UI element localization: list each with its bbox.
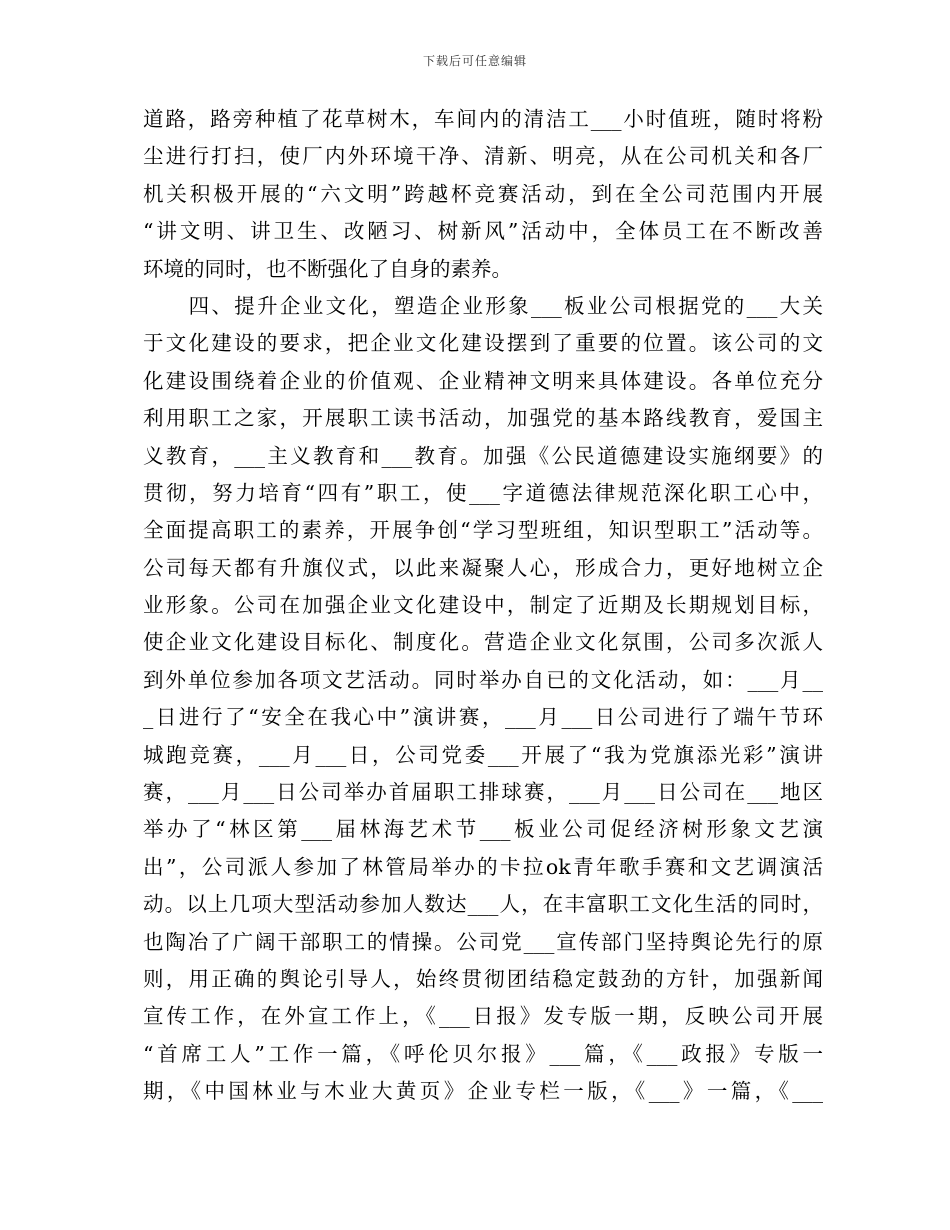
document-body: [143, 101, 823, 1111]
text-line: 四、提升企业文化，塑造企业形象___板业公司根据党的___大关: [143, 293, 823, 318]
text-line: 动。以上几项大型活动参加人数达___人，在丰富职工文化生活的同时，: [143, 892, 823, 917]
text-line: 公司每天都有升旗仪式，以此来凝聚人心，形成合力，更好地树立企: [143, 555, 823, 580]
text-line: 则，用正确的舆论引导人，始终贯彻团结稳定鼓劲的方针，加强新闻: [143, 966, 823, 991]
text-line: 环境的同时，也不断强化了自身的素养。: [143, 256, 512, 281]
text-line: 机关积极开展的“六文明”跨越杯竞赛活动，到在全公司范围内开展: [143, 181, 823, 206]
text-line: 于文化建设的要求，把企业文化建设摆到了重要的位置。该公司的文: [143, 331, 823, 356]
text-line: 使企业文化建设目标化、制度化。营造企业文化氛围，公司多次派人: [143, 630, 823, 655]
text-line: 也陶冶了广阔干部职工的情操。公司党___宣传部门坚持舆论先行的原: [143, 929, 823, 954]
text-line: “讲文明、讲卫生、改陋习、树新风”活动中，全体员工在不断改善: [143, 219, 823, 244]
text-line: 出”，公司派人参加了林管局举办的卡拉ok青年歌手赛和文艺调演活: [143, 854, 823, 879]
text-line: 全面提高职工的素养，开展争创“学习型班组，知识型职工”活动等。: [143, 518, 823, 543]
text-line: 期，《中国林业与木业大黄页》企业专栏一版，《___》一篇，《___: [143, 1079, 823, 1104]
text-line: 赛，___月___日公司举办首届职工排球赛，___月___日公司在___地区: [143, 780, 823, 805]
text-line: 宣传工作，在外宣工作上，《___日报》发专版一期，反映公司开展: [143, 1004, 823, 1029]
text-line: 贯彻，努力培育“四有”职工，使___字道德法律规范深化职工心中，: [143, 480, 823, 505]
text-line: 利用职工之家，开展职工读书活动，加强党的基本路线教育，爱国主: [143, 406, 823, 431]
page-header: 下载后可任意编辑: [422, 54, 527, 68]
text-line: 道路，路旁种植了花草树木，车间内的清洁工___小时值班，随时将粉: [143, 107, 823, 131]
text-line: 城跑竞赛，___月___日，公司党委___开展了“我为党旗添光彩”演讲: [143, 742, 823, 767]
text-line: “首席工人”工作一篇，《呼伦贝尔报》___篇，《___政报》专版一: [143, 1041, 823, 1066]
text-line: 化建设围绕着企业的价值观、企业精神文明来具体建设。各单位充分: [143, 368, 823, 393]
text-line: 义教育，___主义教育和___教育。加强《公民道德建设实施纲要》的: [143, 443, 823, 468]
text-line: _日进行了“安全在我心中”演讲赛，___月___日公司进行了端午节环: [143, 705, 823, 730]
text-line: 业形象。公司在加强企业文化建设中，制定了近期及长期规划目标，: [143, 593, 823, 618]
text-line: 尘进行打扫，使厂内外环境干净、清新、明亮，从在公司机关和各厂: [143, 144, 823, 169]
text-line: 到外单位参加各项文艺活动。同时举办自已的文化活动，如：___月__: [143, 667, 823, 692]
text-line: 举办了“林区第___届林海艺术节___板业公司促经济树形象文艺演: [143, 817, 823, 842]
